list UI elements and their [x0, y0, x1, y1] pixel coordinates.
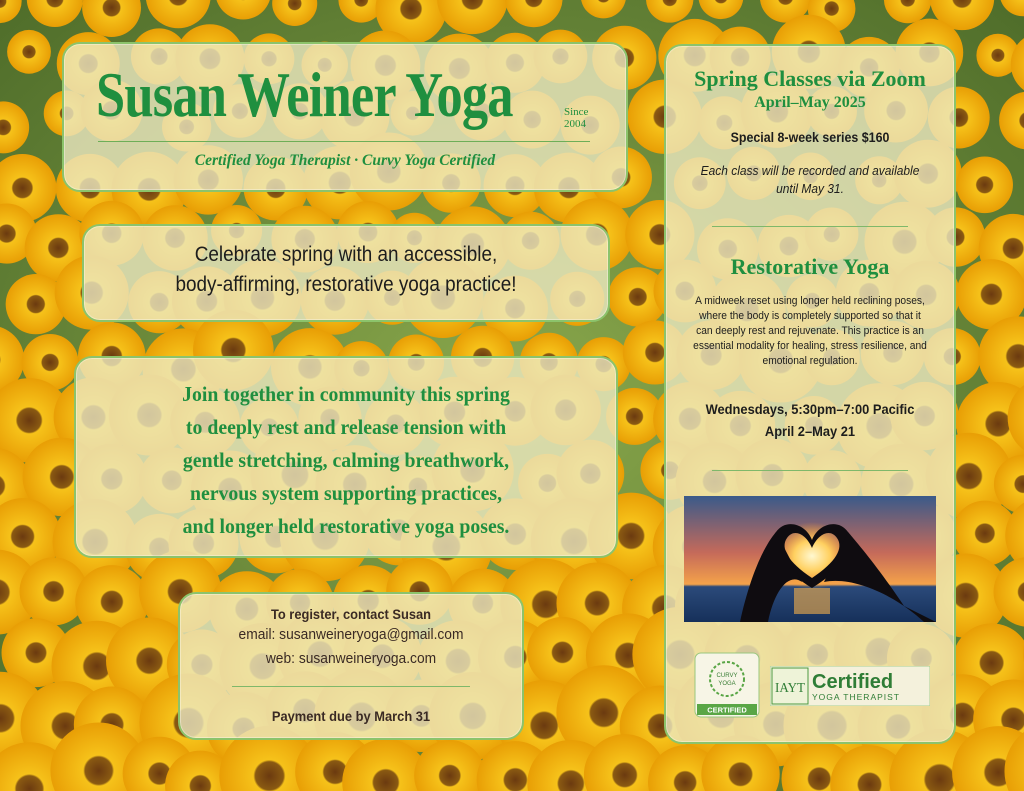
sunflower: [956, 156, 1013, 213]
title-divider: [98, 141, 590, 142]
sunflower: [7, 30, 51, 74]
schedule-time: Wednesdays, 5:30pm–7:00 Pacific: [705, 401, 915, 417]
schedule-dates: April 2–May 21: [764, 423, 856, 439]
join-panel: [74, 356, 618, 558]
class-schedule: [678, 398, 943, 442]
join-line: to deeply rest and release tension with: [185, 415, 507, 439]
class-title: Restorative Yoga: [730, 254, 890, 279]
iayt-yoga-therapist: YOGA THERAPIST: [812, 692, 901, 702]
recording-note: Each class will be recorded and available until May 31.: [700, 163, 920, 196]
register-heading: To register, contact Susan: [270, 606, 432, 622]
join-line: and longer held restorative yoga poses.: [182, 514, 510, 538]
join-line: Join together in community this spring: [182, 382, 510, 406]
side-divider-2: [712, 470, 908, 471]
curvy-badge-mid: YOGA: [718, 681, 736, 687]
curvy-yoga-logo-icon: [694, 652, 760, 718]
curvy-badge-certified: CERTIFIED: [707, 705, 747, 715]
celebrate-panel: [82, 224, 610, 322]
brand-tagline: Certified Yoga Therapist · Curvy Yoga Certified: [194, 152, 496, 169]
register-web[interactable]: web: susanweineryoga.com: [265, 650, 437, 667]
since-label: [564, 106, 588, 130]
celebrate-line-1: Celebrate spring with an accessible,: [194, 243, 498, 266]
title-panel: [62, 42, 628, 192]
register-divider: [232, 686, 470, 687]
iayt-certified-badge: [770, 666, 930, 706]
curvy-badge-top: CURVY: [716, 673, 738, 679]
since-word: Since: [564, 106, 589, 118]
register-panel: [178, 592, 524, 740]
curvy-yoga-certified-badge: [694, 652, 760, 718]
class-description: A midweek reset using longer held reclining poses, where the body is completely supported so that it can deeply rest and rejuvenate. This practice is an essential modality for healing, stress resilience, and emotional regulation.: [693, 295, 927, 367]
celebrate-text: [110, 240, 582, 300]
since-year: 2004: [564, 118, 586, 130]
celebrate-line-2: body-affirming, restorative yoga practice!: [175, 273, 517, 296]
join-text: [98, 378, 595, 543]
join-line: gentle stretching, calming breathwork,: [182, 448, 510, 472]
iayt-mark: IAYT: [775, 681, 806, 696]
spring-classes-dates: April–May 2025: [754, 94, 866, 111]
series-price: Special 8-week series $160: [730, 130, 890, 145]
payment-deadline: Payment due by March 31: [271, 708, 431, 724]
spring-classes-heading: Spring Classes via Zoom: [694, 66, 926, 91]
register-email[interactable]: email: susanweineryoga@gmail.com: [238, 626, 464, 643]
heart-hands-sunset-photo: [684, 496, 936, 622]
iayt-certified: Certified: [812, 671, 894, 693]
class-info-panel: [664, 44, 956, 744]
side-divider-1: [712, 226, 908, 227]
join-line: nervous system supporting practices,: [189, 481, 503, 505]
brand-name: Susan Weiner Yoga: [96, 59, 513, 130]
iayt-logo-icon: [770, 666, 930, 706]
